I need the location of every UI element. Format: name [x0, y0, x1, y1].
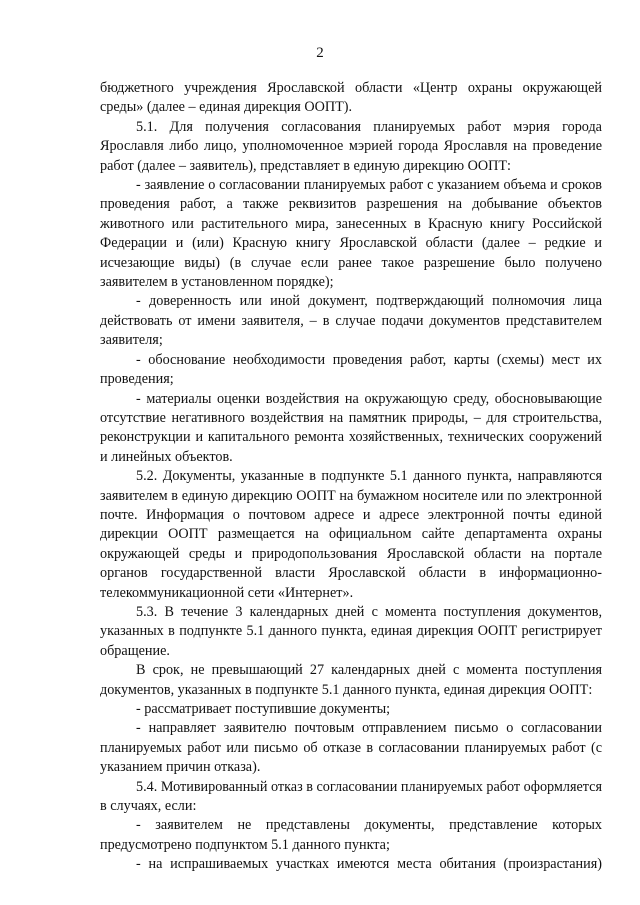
document-body [100, 79, 602, 875]
paragraph: 5.3. В течение 3 календарных дней с момента поступления документов, указанных в подпункте 5.1 данного пункта, единая дирекция ООПТ регистрирует обращение. [100, 603, 602, 659]
list-item: - рассматривает поступившие документы; [136, 701, 391, 717]
list-item: - доверенность или иной документ, подтверждающий полномочия лица действовать от имени заявителя, – в случае подачи документов представителем заявителя; [100, 293, 602, 349]
page-number: 2 [316, 45, 324, 61]
list-item: - обоснование необходимости проведения работ, карты (схемы) мест их проведения; [100, 351, 602, 388]
list-item: - заявителем не представлены документы, представление которых предусмотрено подпунктом 5.1 данного пункта; [100, 817, 602, 853]
paragraph: 5.2. Документы, указанные в подпункте 5.1 данного пункта, направляются заявителем в единую дирекцию ООПТ на бумажном носителе или по электронной почте. Информация о почтовом адресе и адресе электронной почты единой дирекции ООПТ размещается на официальном сайте департамента охраны окружающей среды и природопользования Ярославской области на портале органов государственной власти Ярославской области в информационно-телекоммуникационной сети «Интернет». [100, 468, 602, 601]
paragraph: В срок, не превышающий 27 календарных дней с момента поступления документов, указанных в подпункте 5.1 данного пункта, единая дирекция ООПТ: [100, 662, 602, 698]
paragraph: бюджетного учреждения Ярославской области «Центр охраны окружающей среды» (далее – единая дирекция ООПТ). [100, 80, 602, 116]
paragraph: 5.1. Для получения согласования планируемых работ мэрия города Ярославля либо лицо, уполномоченное мэрией города Ярославля на проведение работ (далее – заявитель), представляет в единую дирекцию ООПТ: [100, 118, 602, 174]
paragraph: 5.4. Мотивированный отказ в согласовании планируемых работ оформляется в случаях, если: [100, 778, 602, 815]
list-item: - материалы оценки воздействия на окружающую среду, обосновывающие отсутствие негативного воздействия на памятник природы, – для строительства, реконструкции и капитального ремонта хозяйственных, технических сооружений и линейных объектов. [100, 390, 602, 465]
list-item: - на испрашиваемых участках имеются места обитания (произрастания) [136, 856, 602, 873]
list-item: - заявление о согласовании планируемых работ с указанием объема и сроков проведения работ, а также реквизитов разрешения на добывание объектов животного или растительного мира, занесенных в Красную книгу Российской Федерации и (или) Красную книгу Ярославской области (далее – редкие и исчезающие виды) (в случае если ранее такое разрешение было получено заявителем в установленном порядке); [100, 177, 602, 291]
list-item: - направляет заявителю почтовым отправлением письмо о согласовании планируемых работ или письмо об отказе в согласовании планируемых работ (с указанием причин отказа). [100, 720, 602, 776]
